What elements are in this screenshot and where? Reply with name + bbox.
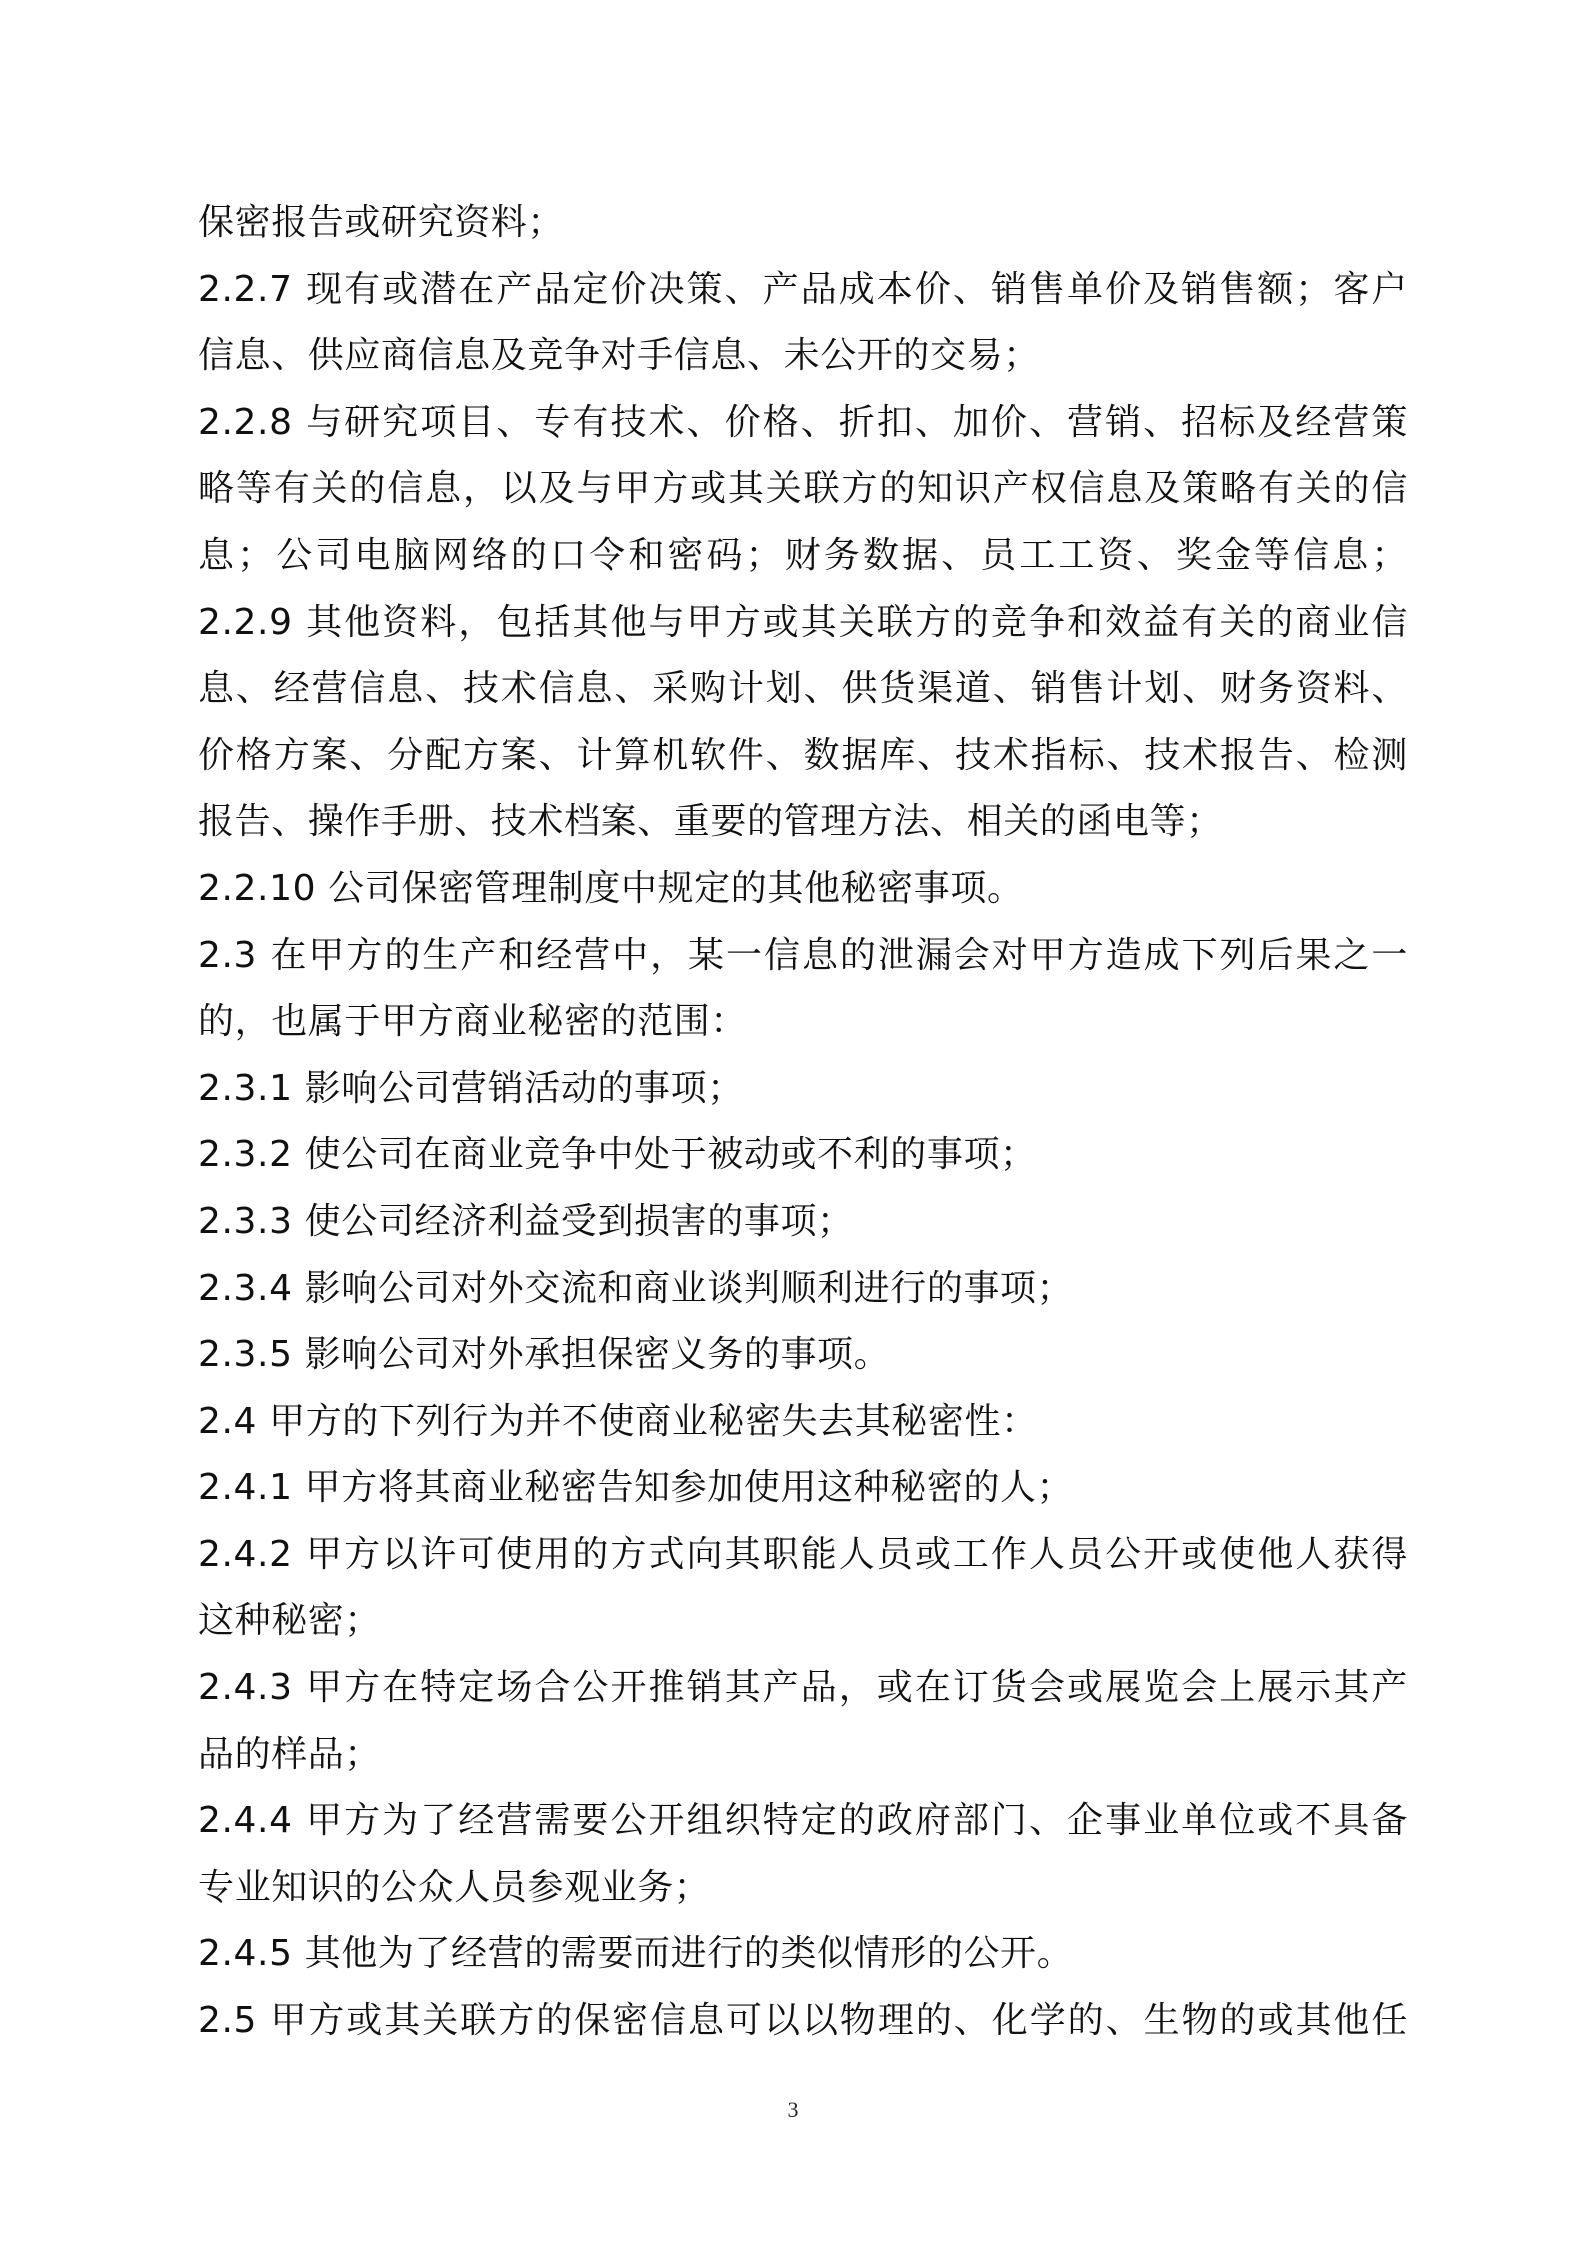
- document-body: [198, 190, 1408, 2055]
- text-line: 这种秘密；: [198, 1600, 382, 1642]
- text-line: 2.3.5 影响公司对外承担保密义务的事项。: [198, 1334, 891, 1376]
- text-line: 2.4 甲方的下列行为并不使商业秘密失去其秘密性：: [198, 1400, 1038, 1442]
- text-line: 息；公司电脑网络的口令和密码；财务数据、员工工资、奖金等信息；: [198, 534, 1408, 576]
- text-line: 的，也属于甲方商业秘密的范围：: [198, 1001, 748, 1043]
- text-line: 报告、操作手册、技术档案、重要的管理方法、相关的函电等；: [198, 801, 1223, 843]
- text-line: 2.4.5 其他为了经营的需要而进行的类似情形的公开。: [198, 1933, 1074, 1975]
- text-line: 信息、供应商信息及竞争对手信息、未公开的交易；: [198, 335, 1040, 377]
- text-line: 2.4.2 甲方以许可使用的方式向其职能人员或工作人员公开或使他人获得: [198, 1533, 1408, 1575]
- text-line: 略等有关的信息，以及与甲方或其关联方的知识产权信息及策略有关的信: [198, 468, 1408, 510]
- text-line: 2.3.3 使公司经济利益受到损害的事项；: [198, 1200, 854, 1242]
- text-line: 2.2.7 现有或潜在产品定价决策、产品成本价、销售单价及销售额；客户: [198, 268, 1408, 310]
- page-number: 3: [787, 2097, 799, 2122]
- text-line: 2.3.1 影响公司营销活动的事项；: [198, 1067, 744, 1109]
- text-line: 品的样品；: [198, 1733, 382, 1775]
- text-line: 息、经营信息、技术信息、采购计划、供货渠道、销售计划、财务资料、: [198, 668, 1408, 710]
- text-line: 2.3.4 影响公司对外交流和商业谈判顺利进行的事项；: [198, 1267, 1074, 1309]
- text-line: 2.3 在甲方的生产和经营中，某一信息的泄漏会对甲方造成下列后果之一: [198, 934, 1408, 976]
- text-line: 2.4.4 甲方为了经营需要公开组织特定的政府部门、企事业单位或不具备: [198, 1800, 1408, 1842]
- text-line: 2.2.8 与研究项目、专有技术、价格、折扣、加价、营销、招标及经营策: [198, 401, 1408, 443]
- text-line: 2.4.1 甲方将其商业秘密告知参加使用这种秘密的人；: [198, 1467, 1074, 1509]
- text-line: 专业知识的公众人员参观业务；: [198, 1866, 711, 1908]
- text-line: 2.5 甲方或其关联方的保密信息可以以物理的、化学的、生物的或其他任: [198, 2000, 1408, 2042]
- text-line: 2.2.10 公司保密管理制度中规定的其他秘密事项。: [198, 867, 1024, 909]
- text-line: 价格方案、分配方案、计算机软件、数据库、技术指标、技术报告、检测: [198, 734, 1408, 776]
- text-line: 2.4.3 甲方在特定场合公开推销其产品，或在订货会或展览会上展示其产: [198, 1667, 1408, 1709]
- text-line: 2.3.2 使公司在商业竞争中处于被动或不利的事项；: [198, 1134, 1037, 1176]
- text-line: 保密报告或研究资料；: [198, 202, 565, 243]
- text-line: 2.2.9 其他资料，包括其他与甲方或其关联方的竞争和效益有关的商业信: [198, 601, 1408, 643]
